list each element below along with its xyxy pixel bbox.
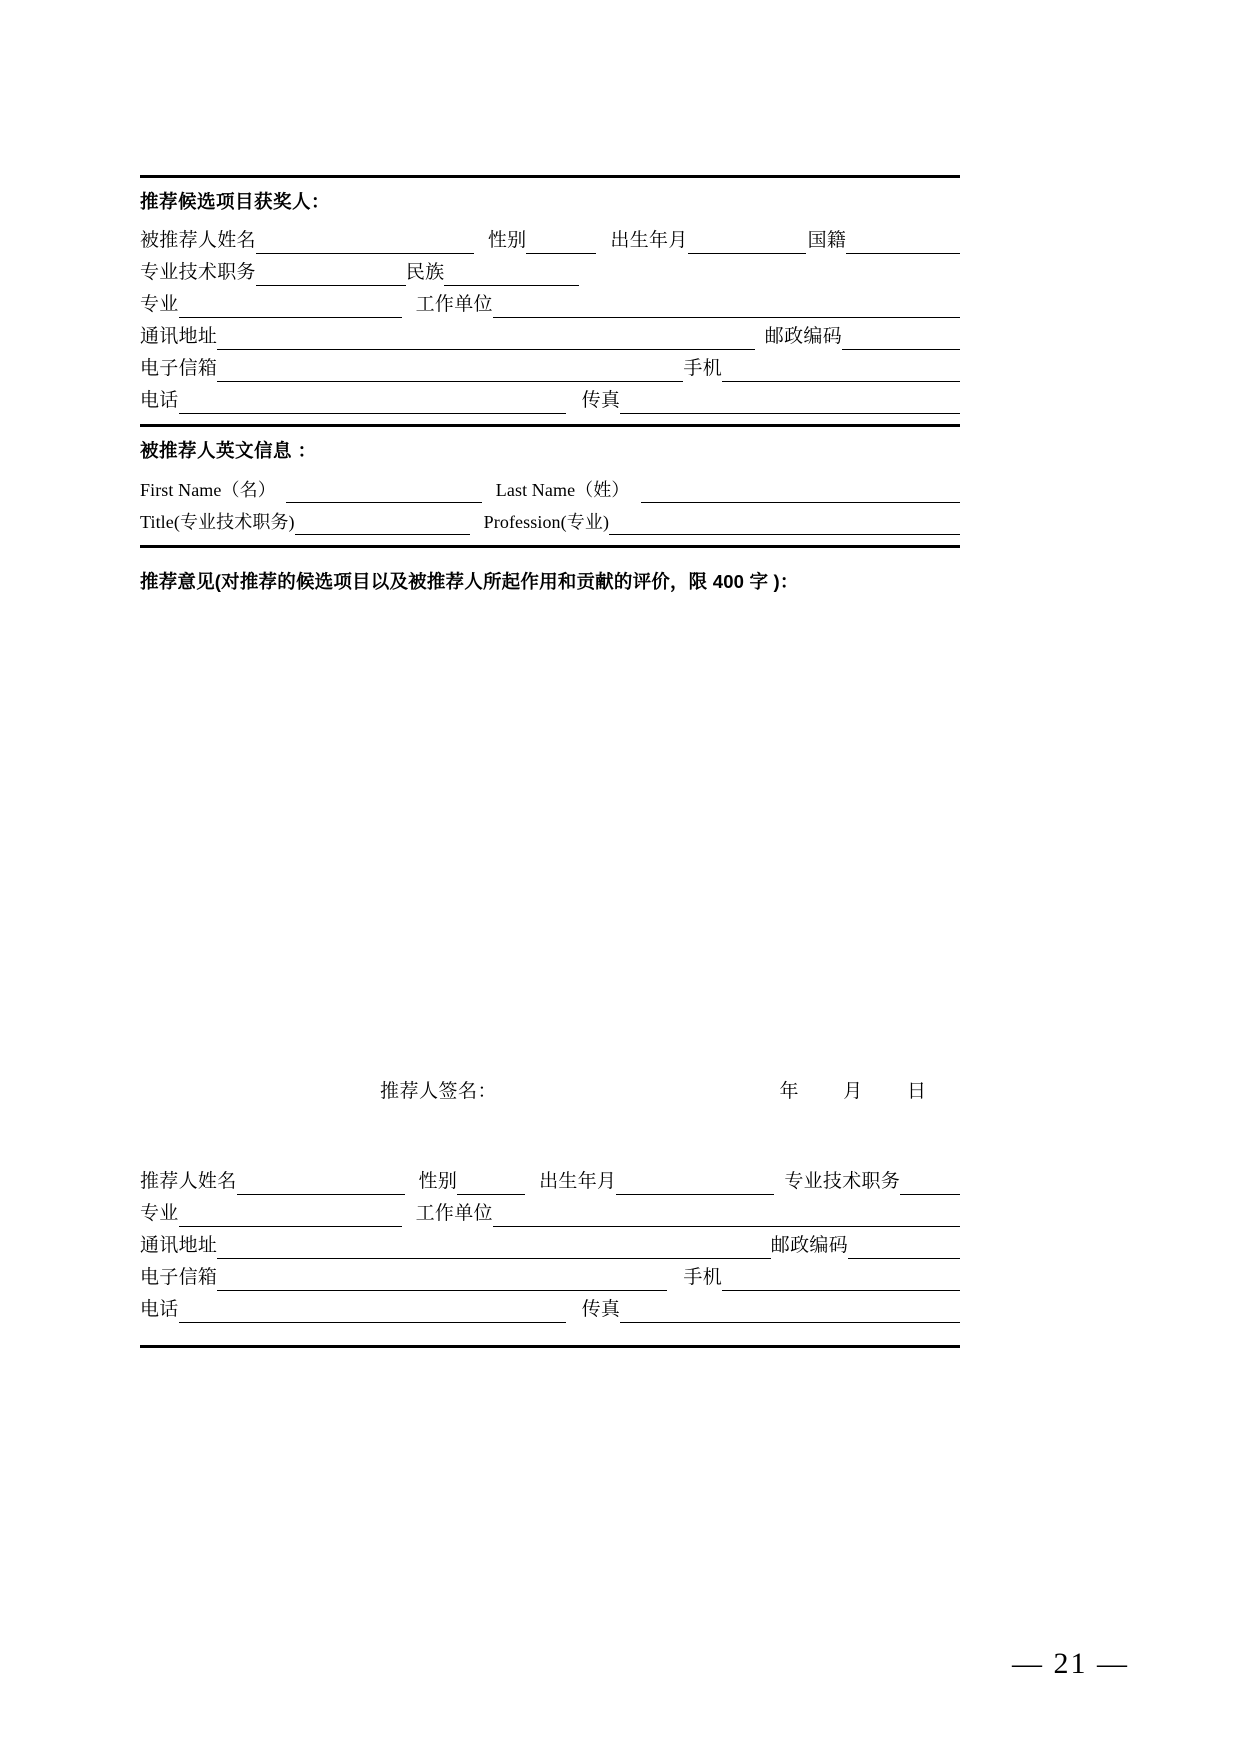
field-blank-en-title[interactable]: [295, 515, 470, 535]
form-row: [140, 471, 960, 503]
field-blank-fax[interactable]: [620, 394, 960, 414]
field-label-last-name: Last Name（姓）: [495, 480, 630, 501]
field-label-recommender-mobile: 手机: [683, 1266, 722, 1288]
candidate-fields: [140, 222, 960, 414]
form-row: [140, 254, 960, 286]
field-label-recommender-birthdate: 出生年月: [539, 1170, 617, 1192]
field-label-birthdate: 出生年月: [610, 230, 688, 252]
field-blank-major[interactable]: [179, 298, 402, 318]
divider-top-opinion: [140, 545, 960, 548]
field-blank-recommender-address[interactable]: [217, 1239, 771, 1259]
field-blank-en-profession[interactable]: [609, 515, 960, 535]
form-row: [140, 503, 960, 535]
field-blank-ethnicity[interactable]: [444, 266, 579, 286]
field-label-en-title: Title(专业技术职务): [140, 512, 295, 533]
field-blank-gender[interactable]: [526, 234, 596, 254]
field-label-recommender-postcode: 邮政编码: [770, 1234, 848, 1256]
field-label-name: 被推荐人姓名: [140, 230, 256, 252]
field-blank-recommender-gender[interactable]: [457, 1175, 525, 1195]
field-label-workunit: 工作单位: [415, 294, 493, 316]
english-section-title: 被推荐人英文信息 ：: [140, 439, 317, 461]
field-label-first-name: First Name（名）: [140, 480, 276, 501]
divider-top-english: [140, 424, 960, 427]
field-blank-birthdate[interactable]: [688, 234, 806, 254]
field-label-recommender-fax: 传真: [581, 1298, 621, 1320]
field-label-email: 电子信箱: [140, 358, 218, 380]
date-year-label: 年: [779, 1080, 801, 1102]
divider-top-candidate: [140, 175, 960, 178]
field-label-address: 通讯地址: [140, 326, 218, 348]
date-day-label: 日: [906, 1080, 928, 1102]
field-blank-first-name[interactable]: [286, 483, 482, 503]
field-blank-phone[interactable]: [179, 394, 566, 414]
divider-bottom: [140, 1345, 960, 1348]
field-label-ethnicity: 民族: [405, 262, 445, 284]
field-blank-recommender-postcode[interactable]: [848, 1239, 960, 1259]
form-row: [140, 1227, 960, 1259]
opinion-writing-area[interactable]: [140, 594, 960, 1064]
field-label-mobile: 手机: [683, 358, 722, 380]
field-blank-recommender-phone[interactable]: [179, 1303, 566, 1323]
field-label-recommender-major: 专业: [140, 1202, 179, 1224]
field-label-recommender-address: 通讯地址: [140, 1234, 218, 1256]
form-row: [140, 1291, 960, 1323]
field-blank-email[interactable]: [217, 362, 683, 382]
field-blank-recommender-birthdate[interactable]: [616, 1175, 774, 1195]
field-blank-recommender-email[interactable]: [217, 1271, 667, 1291]
page-number: — 21 —: [1012, 1647, 1129, 1680]
field-label-fax: 传真: [581, 390, 621, 412]
field-blank-recommender-major[interactable]: [179, 1207, 402, 1227]
field-blank-recommender-workunit[interactable]: [493, 1207, 960, 1227]
signature-row: [140, 1076, 960, 1103]
field-blank-title[interactable]: [256, 266, 406, 286]
field-blank-recommender-title[interactable]: [900, 1175, 960, 1195]
form-row: [140, 1259, 960, 1291]
field-blank-workunit[interactable]: [493, 298, 960, 318]
field-blank-address[interactable]: [217, 330, 755, 350]
form-row: [140, 222, 960, 254]
field-label-recommender-workunit: 工作单位: [415, 1202, 493, 1224]
form-row: [140, 350, 960, 382]
recommender-fields: [140, 1163, 960, 1323]
form-row: [140, 286, 960, 318]
field-blank-recommender-mobile[interactable]: [722, 1271, 960, 1291]
signature-date: [779, 1076, 960, 1103]
field-label-recommender-title: 专业技术职务: [784, 1170, 901, 1192]
field-label-recommender-email: 电子信箱: [140, 1266, 218, 1288]
candidate-section-title: 推荐候选项目获奖人：: [140, 191, 331, 212]
field-label-major: 专业: [140, 294, 179, 316]
signature-label: 推荐人签名：: [380, 1080, 498, 1102]
field-label-recommender-name: 推荐人姓名: [140, 1170, 237, 1192]
field-blank-recommender-fax[interactable]: [620, 1303, 960, 1323]
date-month-label: 月: [843, 1080, 865, 1102]
field-label-en-profession: Profession(专业): [483, 512, 610, 533]
field-label-recommender-gender: 性别: [418, 1170, 458, 1192]
field-blank-last-name[interactable]: [641, 483, 960, 503]
form-row: [140, 318, 960, 350]
field-label-nationality: 国籍: [807, 230, 847, 252]
field-blank-name[interactable]: [256, 234, 474, 254]
field-label-phone: 电话: [140, 390, 179, 412]
field-label-title: 专业技术职务: [140, 262, 256, 284]
form-row: [140, 1195, 960, 1227]
form-row: [140, 382, 960, 414]
form-row: [140, 1163, 960, 1195]
field-blank-postcode[interactable]: [842, 330, 960, 350]
field-blank-recommender-name[interactable]: [237, 1175, 405, 1195]
field-label-gender: 性别: [487, 230, 527, 252]
english-fields: [140, 471, 960, 535]
field-blank-nationality[interactable]: [846, 234, 960, 254]
opinion-heading: 推荐意见(对推荐的候选项目以及被推荐人所起作用和贡献的评价，限 400 字 )：: [140, 570, 799, 592]
form-content: [140, 175, 960, 1348]
field-label-postcode: 邮政编码: [764, 326, 842, 348]
field-blank-mobile[interactable]: [722, 362, 960, 382]
field-label-recommender-phone: 电话: [140, 1298, 179, 1320]
